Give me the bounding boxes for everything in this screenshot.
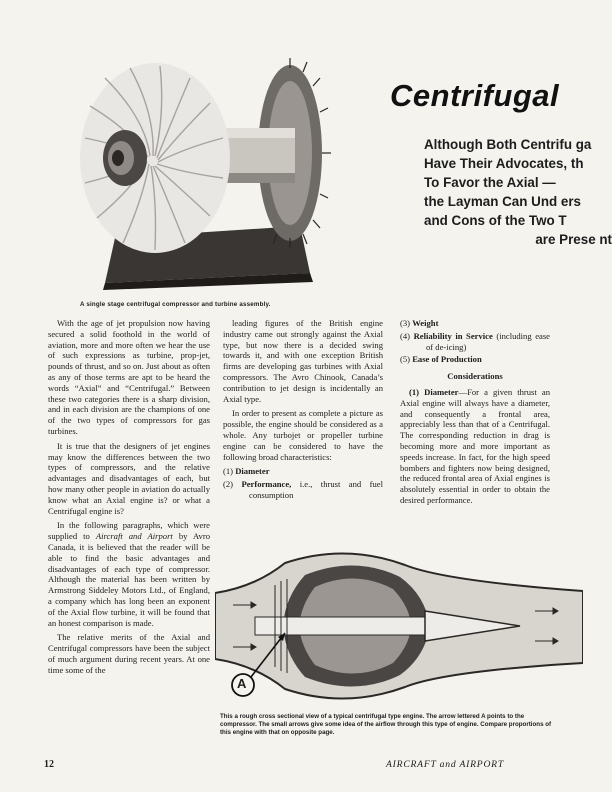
list-number: (4): [400, 330, 411, 341]
list-item: [400, 354, 550, 365]
article-headline: Centrifugal: [390, 78, 560, 113]
text-run: by Avro Canada, it is believed that the reader will be able to find the basic advantages and disadvantages of each type of compressor. Although the material has been written by Armstrong Siddeley Motors Ltd., of England, a company which has long been an exponent of the Axial flow turbine, it will be found that an honest comparison is made.: [48, 531, 210, 628]
list-item: [223, 479, 383, 501]
article-subheading: [424, 135, 612, 249]
paragraph: The relative merits of the Axial and Centrifugal compressors have been the subject of much argument during recent years. At one time some of the: [48, 632, 210, 675]
diagram-caption: This a rough cross sectional view of a typical centrifugal type engine. The arrow lettered A points to the compressor. The small arrows give some idea of the airflow through this type of engine. Compare proportions of this engine with that on opposite page.: [220, 713, 552, 736]
magazine-title: AIRCRAFT and AIRPORT: [386, 759, 504, 770]
photo-caption: A single stage centrifugal compressor and turbine assembly.: [80, 301, 271, 308]
subhead-line: are Prese nt: [535, 232, 612, 247]
paragraph: In order to present as complete a picture as possible, the engine should be considered as a whole. Any turbojet or propeller turbine engine can be considered to have the following broad characteristics:: [223, 408, 383, 462]
paragraph: It is true that the designers of jet engines may know the differences between the two types of compressors, and the relative advantages and disadvantages of each, but how many other people in aviation do actually know what an Axial engine is? or what a Centrifugal engine is?: [48, 440, 210, 516]
paragraph: With the age of jet propulsion now having secured a solid foothold in the world of aviation, more and more often we hear the use of such expressions as turbine, prop-jet, pounds of thrust, and so on. Just about as often as any of those terms are apt to be heard the words “Axial” and “Centrifugal.” Between these two categories there is a sharp division, and in each division are the champions of one of the two types of compressors for gas turbines.: [48, 318, 210, 436]
text-run: —For a given thrust an Axial engine will always have a diameter, and consequently a frontal area, appreciably less than that of a Centrifugal. The corresponding reduction in drag is becoming more and more important as speeds increase. In fact, for the high speed bombers and fighters now being designed, the reduced frontal area of Axial engines is absolutely essential in order to obtain the desired performance.: [400, 386, 550, 505]
subhead-line: To Favor the Axial —: [424, 175, 556, 190]
paragraph-label: (1) Diameter: [409, 386, 459, 397]
list-number: (3): [400, 318, 411, 328]
subhead-line: and Cons of the Two T: [424, 213, 567, 228]
magazine-reference: Aircraft and Airport: [95, 531, 173, 542]
body-column-1: [48, 318, 210, 680]
page-number: 12: [44, 759, 54, 770]
section-heading: Considerations: [447, 371, 503, 382]
list-item: [400, 318, 550, 329]
list-label: Reliability in Service: [413, 330, 493, 341]
compressor-photo: [45, 38, 355, 293]
list-item: [400, 331, 550, 353]
list-label: Performance,: [241, 479, 292, 490]
list-item: [223, 466, 383, 477]
engine-cross-section-diagram: [215, 545, 583, 707]
list-text: i.e., thrust and fuel consumption: [249, 479, 383, 500]
subhead-line: Have Their Advocates, th: [424, 156, 584, 171]
list-label: Ease of Production: [412, 354, 482, 365]
list-number: (5): [400, 354, 411, 365]
body-column-2: [223, 318, 383, 503]
text-run: In the following paragraphs, which were supplied to: [48, 520, 210, 542]
paragraph: leading figures of the British engine industry came out strongly against the Axial type, but now there is a decided swing towards it, and with one exception British firms are developing gas turbines with Axial compressors. The Avro Chinook, Canada’s contribution to jet design is incidentally an Axial type.: [223, 318, 383, 404]
paragraph: [400, 387, 550, 506]
list-text: (including ease of de-icing): [426, 330, 550, 352]
list-number: (1): [223, 466, 234, 477]
subhead-line: the Layman Can Und ers: [424, 194, 582, 209]
subhead-line: Although Both Centrifu ga: [424, 137, 592, 152]
compressor-label: A: [237, 676, 247, 691]
list-label: Weight: [412, 318, 439, 328]
list-number: (2): [223, 479, 234, 490]
paragraph: [48, 520, 210, 628]
list-label: Diameter: [235, 466, 270, 477]
body-column-3: [400, 318, 550, 510]
